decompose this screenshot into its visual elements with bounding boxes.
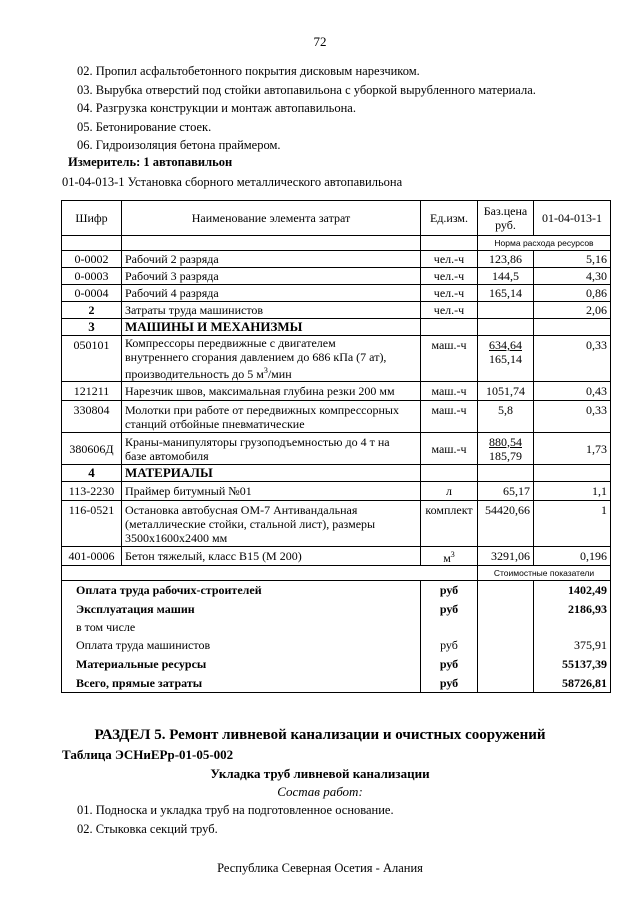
row-name-line: Молотки при работе от передвижных компрессорных: [125, 402, 399, 417]
section-code: 4: [62, 465, 122, 482]
row-name: Рабочий 2 разряда: [122, 251, 421, 268]
row-code: 121211: [62, 382, 122, 401]
work-item: 06. Гидроизоляция бетона праймером.: [77, 138, 281, 152]
work-item: 02. Пропил асфальтобетонного покрытия дисковым нарезчиком.: [77, 64, 420, 78]
row-code: 380606Д: [62, 433, 122, 465]
page-number: 72: [313, 34, 327, 49]
row-norm: 0,43: [534, 382, 611, 401]
table-row: [62, 302, 611, 319]
row-norm: 1,73: [534, 433, 611, 465]
works-heading: Состав работ:: [277, 784, 363, 799]
row-code: 0-0004: [62, 285, 122, 302]
row-price: [478, 336, 534, 382]
header-name: Наименование элемента затрат: [122, 201, 421, 236]
work-item: 03. Вырубка отверстий под стойки автопавильона с уборкой вырубленного материала.: [77, 83, 536, 97]
row-name: Бетон тяжелый, класс В15 (М 200): [122, 547, 421, 566]
row-name-line: базе автомобиля: [125, 448, 209, 463]
work-item: 01. Подноска и укладка труб на подготовленное основание.: [77, 803, 394, 817]
cost-subheader-row: [62, 566, 611, 581]
table-row: [62, 382, 611, 401]
row-unit: [421, 547, 478, 566]
total-label: Материальные ресурсы: [62, 655, 421, 674]
row-price: 54420,66: [478, 501, 534, 547]
row-unit: чел.-ч: [421, 302, 478, 319]
work-item: 04. Разгрузка конструкции и монтаж автопавильона.: [77, 101, 356, 115]
table-row: [62, 285, 611, 302]
row-price: 123,86: [478, 251, 534, 268]
header-price: [478, 201, 534, 236]
row-name-line: Остановка автобусная ОМ-7 Антивандальная: [125, 502, 358, 517]
row-name: [122, 501, 421, 547]
superscript: 3: [450, 549, 455, 559]
row-name-line: 3500x1600x2400 мм: [125, 530, 228, 545]
total-unit: руб: [421, 655, 478, 674]
row-code: 116-0521: [62, 501, 122, 547]
total-row: [62, 581, 611, 600]
row-price: 3291,06: [478, 547, 534, 566]
section-code: 3: [62, 319, 122, 336]
total-label: Оплата труда машинистов: [62, 636, 421, 655]
row-name: [122, 401, 421, 433]
row-unit: чел.-ч: [421, 285, 478, 302]
row-name-line: внутреннего сгорания давлением до 686 кПа (7 ат),: [125, 350, 387, 364]
measure-unit: Измеритель: 1 автопавильон: [68, 155, 233, 169]
page-footer: Республика Северная Осетия - Алания: [217, 861, 423, 875]
row-norm: 2,06: [534, 302, 611, 319]
cost-subheader: Стоимостные показатели: [478, 566, 611, 581]
total-unit: [421, 619, 478, 636]
row-name-line: (металлические стойки, стальной лист), размеры: [125, 516, 376, 531]
table-row: [62, 433, 611, 465]
row-name: Нарезчик швов, максимальная глубина резки 200 мм: [122, 382, 421, 401]
row-code: 330804: [62, 401, 122, 433]
row-unit: маш.-ч: [421, 401, 478, 433]
table-row: [62, 268, 611, 285]
total-value: 58726,81: [534, 674, 611, 693]
superscript: 3: [263, 366, 268, 375]
total-label: в том числе: [62, 619, 421, 636]
price-top: 880,54: [489, 434, 522, 449]
header-unit: Ед.изм.: [421, 201, 478, 236]
total-value: 55137,39: [534, 655, 611, 674]
row-norm: 0,33: [534, 336, 611, 382]
row-norm: 1: [534, 501, 611, 547]
row-unit: маш.-ч: [421, 433, 478, 465]
price-bottom: 165,14: [489, 352, 522, 366]
total-unit: руб: [421, 600, 478, 619]
row-name: Рабочий 4 разряда: [122, 285, 421, 302]
total-value: 1402,49: [534, 581, 611, 600]
row-name-line: Краны-манипуляторы грузоподъемностью до 4 т на: [125, 434, 390, 449]
row-unit: л: [421, 482, 478, 501]
total-value: 375,91: [534, 636, 611, 655]
table-row: [62, 336, 611, 382]
row-price: 165,14: [478, 285, 534, 302]
row-price: 65,17: [478, 482, 534, 501]
row-price: 1051,74: [478, 382, 534, 401]
work-item: 02. Стыковка секций труб.: [77, 822, 218, 836]
cost-table: [61, 200, 611, 693]
row-name-line: производительность до 5 м: [125, 367, 264, 381]
unit-text: м: [443, 550, 451, 565]
row-norm: 0,86: [534, 285, 611, 302]
row-code: 0-0002: [62, 251, 122, 268]
row-unit: чел.-ч: [421, 251, 478, 268]
table-id: Таблица ЭСНиЕРр-01-05-002: [62, 747, 234, 762]
row-name: [122, 336, 421, 382]
row-name: Рабочий 3 разряда: [122, 268, 421, 285]
row-code: 401-0006: [62, 547, 122, 566]
total-unit: руб: [421, 636, 478, 655]
table-header-row: [62, 201, 611, 236]
total-row: [62, 655, 611, 674]
row-name-line: станций отбойные пневматические: [125, 416, 305, 431]
row-name: Затраты труда машинистов: [122, 302, 421, 319]
row-code: 113-2230: [62, 482, 122, 501]
row-price: [478, 433, 534, 465]
row-code: 050101: [62, 336, 122, 382]
section-title: МАШИНЫ И МЕХАНИЗМЫ: [122, 319, 421, 336]
table-row: [62, 251, 611, 268]
row-unit: комплект: [421, 501, 478, 547]
total-value: 2186,93: [534, 600, 611, 619]
section-row-materials: [62, 465, 611, 482]
row-name-line: /мин: [267, 367, 292, 381]
section-title: МАТЕРИАЛЫ: [122, 465, 421, 482]
row-unit: маш.-ч: [421, 382, 478, 401]
table-subheader-row: [62, 236, 611, 251]
total-row: [62, 674, 611, 693]
work-item: 05. Бетонирование стоек.: [77, 120, 212, 134]
price-top: 634,64: [489, 338, 522, 352]
section-row-machines: [62, 319, 611, 336]
norm-subheader: Норма расхода ресурсов: [478, 236, 611, 251]
total-unit: руб: [421, 581, 478, 600]
price-bottom: 185,79: [489, 448, 522, 463]
row-norm: 5,16: [534, 251, 611, 268]
row-price: 5,8: [478, 401, 534, 433]
table-row: [62, 401, 611, 433]
header-code: Шифр: [62, 201, 122, 236]
total-label: Всего, прямые затраты: [62, 674, 421, 693]
table-row: [62, 501, 611, 547]
table-row: [62, 547, 611, 566]
row-price: [478, 302, 534, 319]
total-unit: руб: [421, 674, 478, 693]
total-row: [62, 619, 611, 636]
row-price: 144,5: [478, 268, 534, 285]
header-price-l2: руб.: [495, 218, 516, 232]
row-code: 0-0003: [62, 268, 122, 285]
row-name: [122, 433, 421, 465]
row-code: 2: [62, 302, 122, 319]
row-norm: 0,196: [534, 547, 611, 566]
row-name-line: Компрессоры передвижные с двигателем: [125, 336, 336, 350]
row-norm: 4,30: [534, 268, 611, 285]
table-row: [62, 482, 611, 501]
rate-code-title: 01-04-013-1 Установка сборного металлического автопавильона: [62, 175, 403, 189]
total-label: Эксплуатация машин: [62, 600, 421, 619]
header-norm: 01-04-013-1: [534, 201, 611, 236]
row-name: Праймер битумный №01: [122, 482, 421, 501]
row-unit: чел.-ч: [421, 268, 478, 285]
header-price-l1: Баз.цена: [483, 204, 528, 218]
row-norm: 1,1: [534, 482, 611, 501]
row-unit: маш.-ч: [421, 336, 478, 382]
table-subtitle: Укладка труб ливневой канализации: [210, 766, 430, 781]
total-label: Оплата труда рабочих-строителей: [62, 581, 421, 600]
total-value: [534, 619, 611, 636]
section-heading: РАЗДЕЛ 5. Ремонт ливневой канализации и очистных сооружений: [94, 727, 546, 743]
row-norm: 0,33: [534, 401, 611, 433]
total-row: [62, 636, 611, 655]
total-row: [62, 600, 611, 619]
